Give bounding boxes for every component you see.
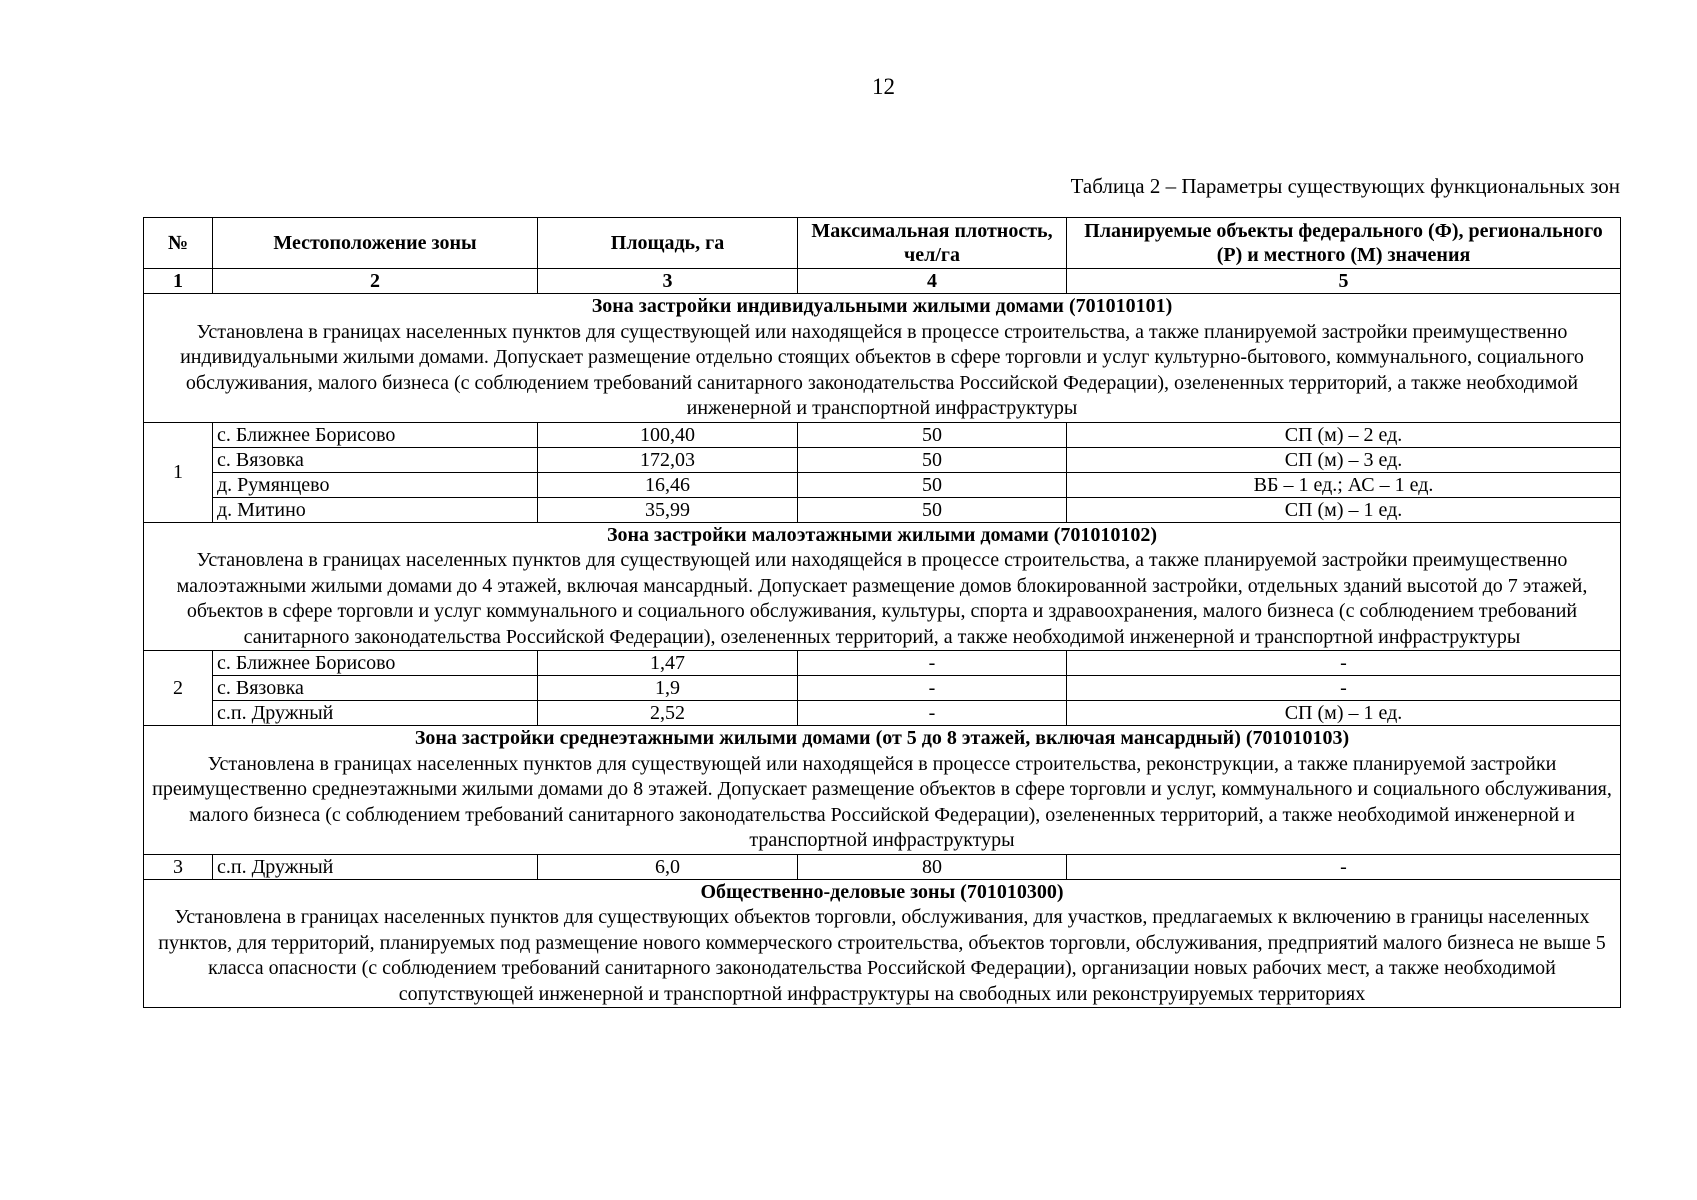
header-location: Местоположение зоны (213, 218, 538, 269)
zone-header-cell (144, 522, 1621, 651)
objects-cell: СП (м) – 1 ед. (1067, 701, 1621, 726)
area-cell: 1,9 (538, 676, 798, 701)
column-numbers-row (144, 269, 1621, 294)
table-row (144, 854, 1621, 879)
area-cell: 172,03 (538, 447, 798, 472)
zone-number: 2 (144, 651, 213, 726)
zone-description: Установлена в границах населенных пунктов для существующей или находящейся в процессе строительства, реконструкции, а также планируемой застройки преимущественно среднеэтажными жилыми домами до 8 этажей. Допускает размещение объектов в сфере торговли и услуг, коммунального и социального обслуживания, малого бизнеса (с соблюдением требований санитарного законодательства Российской Федерации), озелененных территорий, а также необходимой инженерной и транспортной инфраструктуры (152, 752, 1612, 851)
density-cell: 50 (798, 472, 1067, 497)
zone-title: Зона застройки индивидуальными жилыми домами (701010101) (591, 295, 1173, 317)
zone-description: Установлена в границах населенных пунктов для существующей или находящейся в процессе строительства, а также планируемой застройки преимущественно малоэтажными жилыми домами до 4 этажей, включая мансардный. Допускает размещение домов блокированной застройки, отдельных зданий высотой до 7 этажей, объектов в сфере торговли и услуг коммунального и социального обслуживания, культуры, спорта и здравоохранения, малого бизнеса (с соблюдением требований санитарного законодательства Российской Федерации), озелененных территорий, а также необходимой инженерной и транспортной инфраструктуры (176, 549, 1588, 648)
density-cell: 80 (798, 854, 1067, 879)
zone-header-row (144, 879, 1621, 1008)
objects-cell: - (1067, 651, 1621, 676)
area-cell: 1,47 (538, 651, 798, 676)
zone-header-row (144, 294, 1621, 423)
density-cell: 50 (798, 422, 1067, 447)
density-cell: 50 (798, 497, 1067, 522)
column-number: 1 (144, 269, 213, 294)
zone-description: Установлена в границах населенных пунктов для существующей или находящейся в процессе строительства, а также планируемой застройки преимущественно индивидуальными жилыми домами. Допускает размещение отдельно стоящих объектов в сфере торговли и услуг культурно-бытового, коммунального, социального обслуживания, малого бизнеса (с соблюдением требований санитарного законодательства Российской Федерации), озелененных территорий, а также необходимой инженерной и транспортной инфраструктуры (180, 320, 1584, 419)
zone-header-row (144, 522, 1621, 651)
page-number: 12 (872, 74, 895, 99)
header-density: Максимальная плотность, чел/га (798, 218, 1067, 269)
density-cell: 50 (798, 447, 1067, 472)
column-number: 4 (798, 269, 1067, 294)
table-row (144, 422, 1621, 447)
column-number: 2 (213, 269, 538, 294)
objects-cell: СП (м) – 3 ед. (1067, 447, 1621, 472)
table-row (144, 676, 1621, 701)
column-number: 3 (538, 269, 798, 294)
objects-cell: - (1067, 676, 1621, 701)
objects-cell: ВБ – 1 ед.; АС – 1 ед. (1067, 472, 1621, 497)
area-cell: 16,46 (538, 472, 798, 497)
table-caption: Таблица 2 – Параметры существующих функциональных зон (1070, 174, 1620, 198)
zone-header-cell (144, 294, 1621, 423)
zone-description: Установлена в границах населенных пунктов для существующих объектов торговли, обслуживания, для участков, предлагаемых к включению в границы населенных пунктов, для территорий, планируемых под размещение нового коммерческого строительства, объектов торговли, обслуживания, предприятий малого бизнеса не выше 5 класса опасности (с соблюдением требований санитарного законодательства Российской Федерации), организации новых рабочих мест, а также необходимой сопутствующей инженерной и транспортной инфраструктуры на свободных или реконструируемых территориях (158, 906, 1606, 1005)
table-header-row (144, 218, 1621, 269)
header-area: Площадь, га (538, 218, 798, 269)
location-cell: с. Ближнее Борисово (213, 651, 538, 676)
location-cell: с.п. Дружный (213, 701, 538, 726)
column-number: 5 (1067, 269, 1621, 294)
location-cell: с.п. Дружный (213, 854, 538, 879)
header-number: № (144, 218, 213, 269)
zone-number: 1 (144, 422, 213, 522)
location-cell: с. Вязовка (213, 676, 538, 701)
density-cell: - (798, 676, 1067, 701)
area-cell: 6,0 (538, 854, 798, 879)
zone-title: Зона застройки среднеэтажными жилыми домами (от 5 до 8 этажей, включая мансардный) (701010103) (414, 727, 1350, 749)
objects-cell: СП (м) – 1 ед. (1067, 497, 1621, 522)
objects-cell: - (1067, 854, 1621, 879)
area-cell: 100,40 (538, 422, 798, 447)
table-row (144, 472, 1621, 497)
zone-header-cell (144, 879, 1621, 1008)
density-cell: - (798, 701, 1067, 726)
location-cell: с. Вязовка (213, 447, 538, 472)
objects-cell: СП (м) – 2 ед. (1067, 422, 1621, 447)
zone-title: Зона застройки малоэтажными жилыми домами (701010102) (606, 523, 1158, 546)
area-cell: 2,52 (538, 701, 798, 726)
zone-number: 3 (144, 854, 213, 879)
zone-title: Общественно-деловые зоны (701010300) (700, 880, 1064, 903)
zone-header-cell (144, 726, 1621, 855)
location-cell: д. Румянцево (213, 472, 538, 497)
area-cell: 35,99 (538, 497, 798, 522)
header-objects: Планируемые объекты федерального (Ф), регионального (Р) и местного (М) значения (1067, 218, 1621, 269)
density-cell: - (798, 651, 1067, 676)
zones-table (143, 217, 1621, 1008)
table-row (144, 447, 1621, 472)
location-cell: с. Ближнее Борисово (213, 422, 538, 447)
table-row (144, 701, 1621, 726)
location-cell: д. Митино (213, 497, 538, 522)
table-row (144, 651, 1621, 676)
zone-header-row (144, 726, 1621, 855)
table-row (144, 497, 1621, 522)
